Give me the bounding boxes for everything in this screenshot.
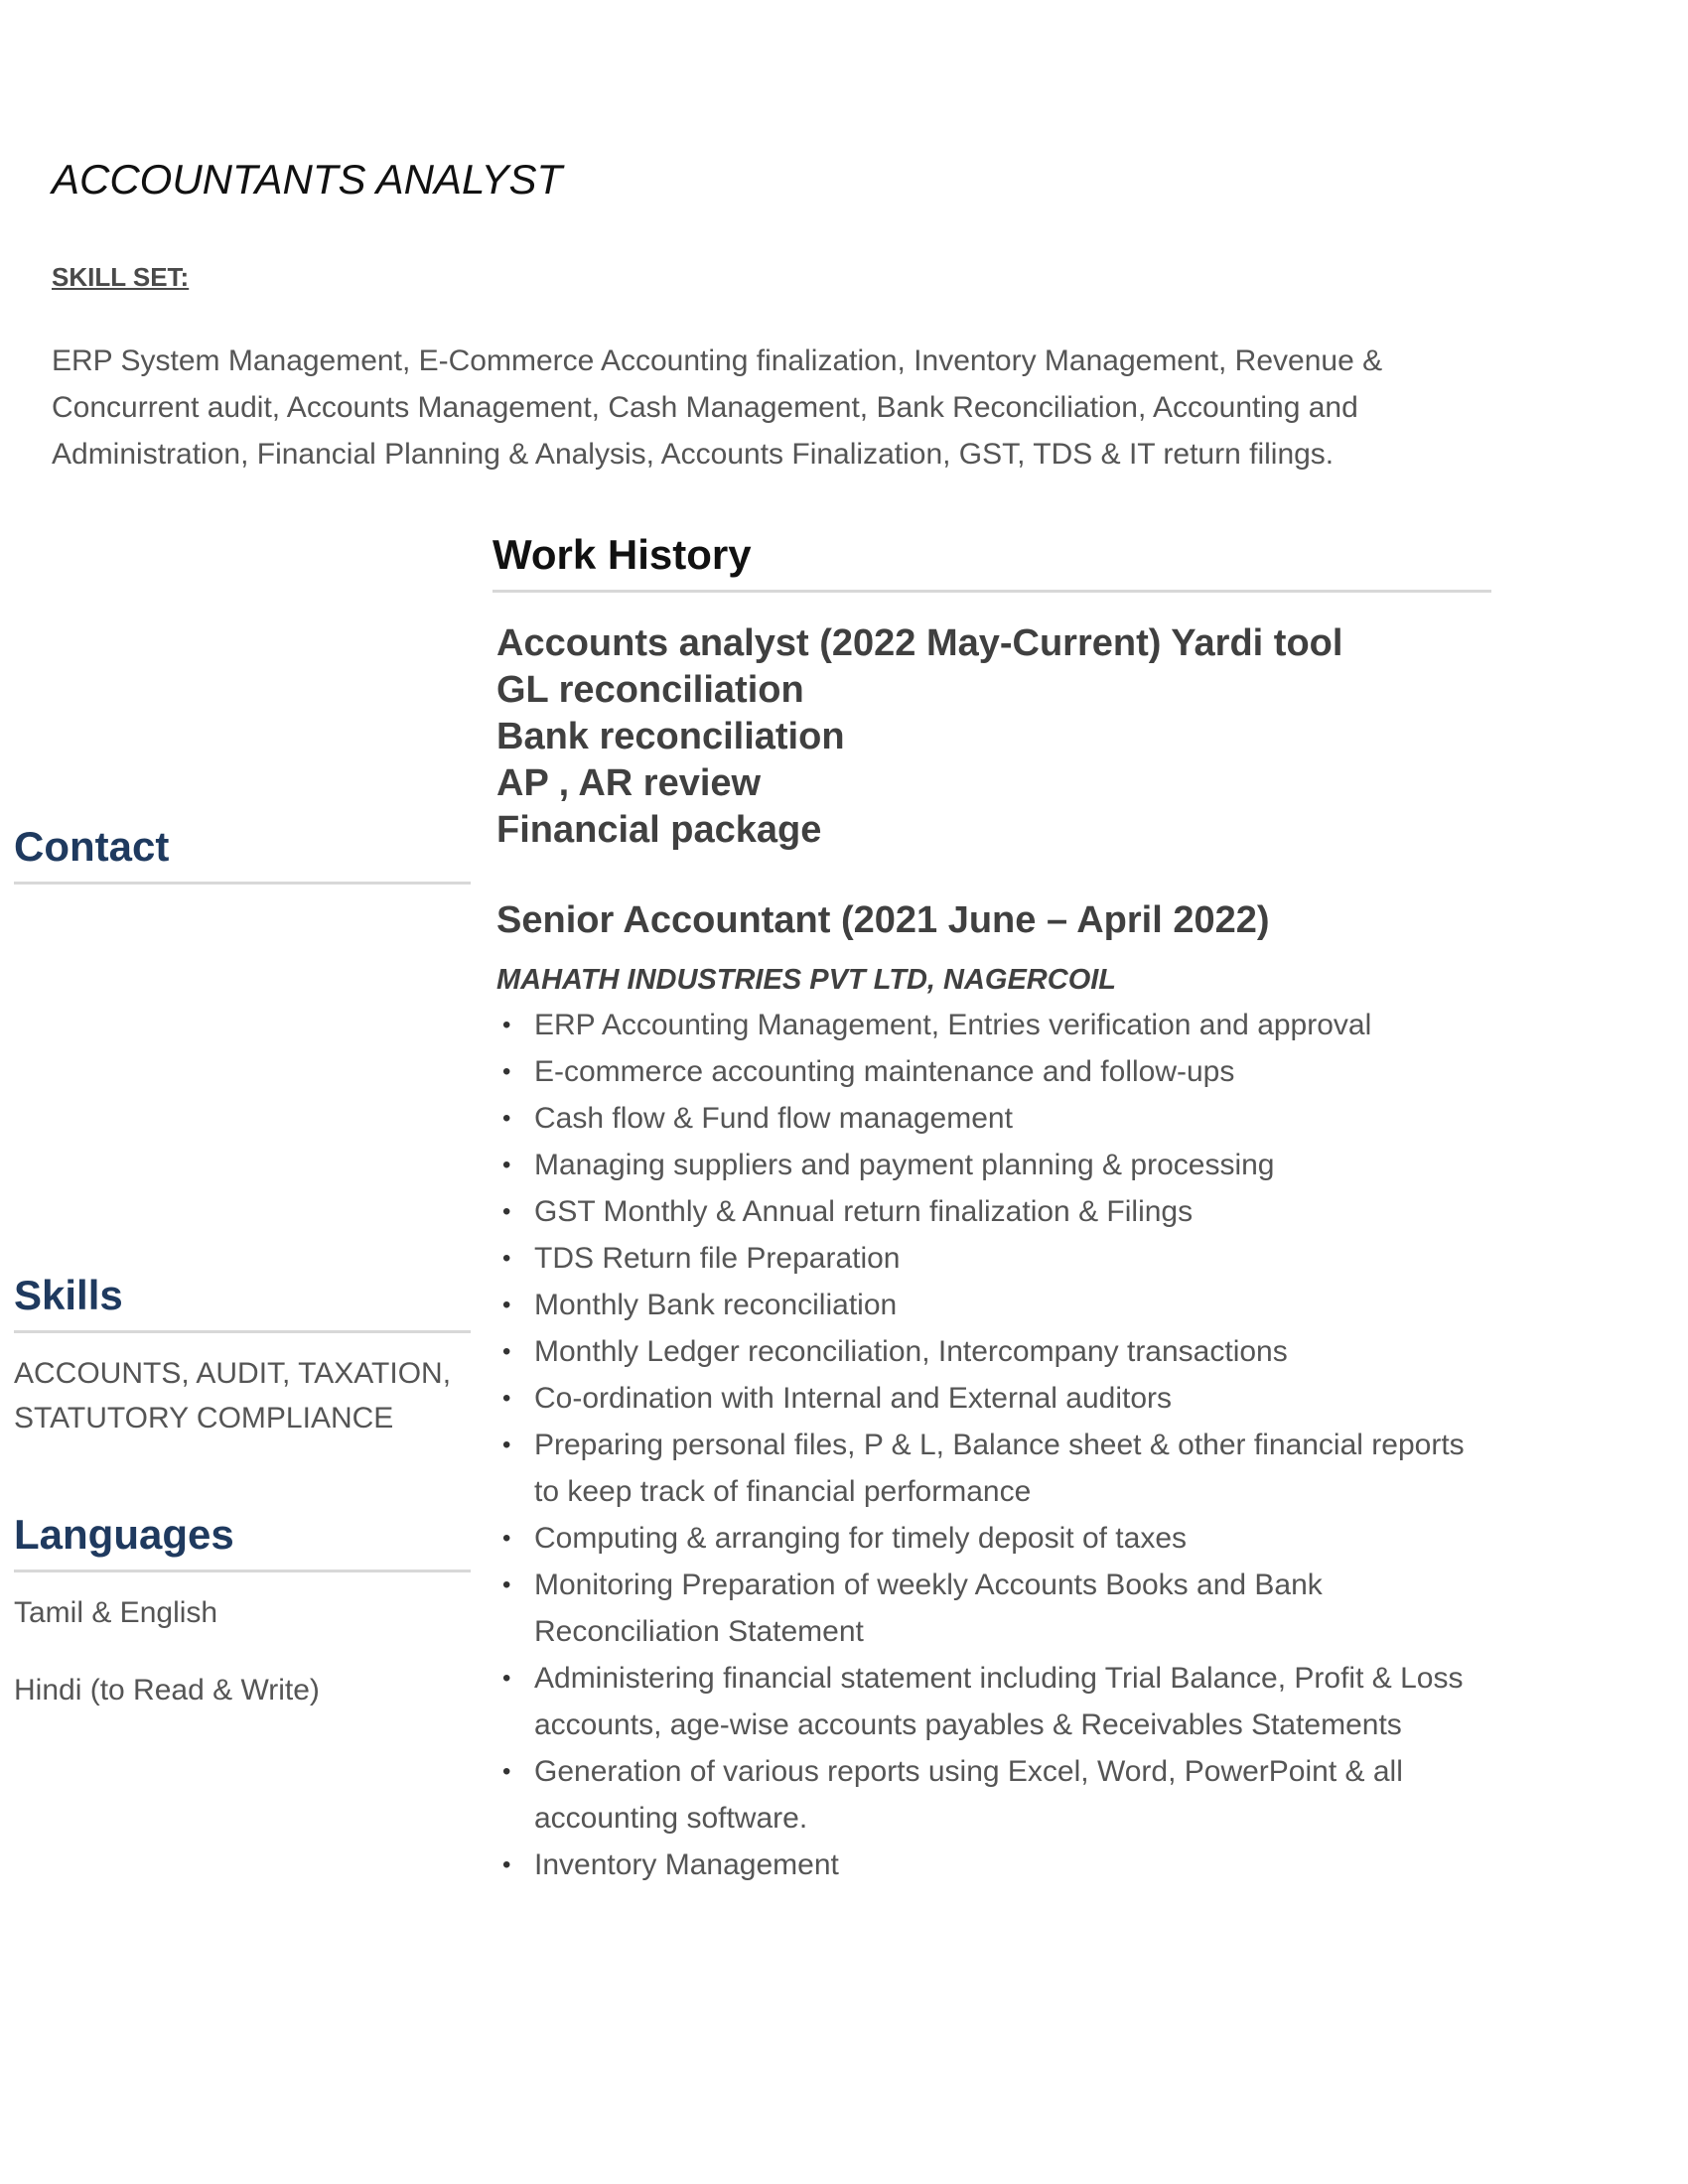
- duty-item: • Computing & arranging for timely deposit of taxes: [492, 1515, 1487, 1562]
- bullet-icon: •: [502, 1012, 511, 1039]
- duty-item: • Administering financial statement including Trial Balance, Profit & Loss accounts, age-wise accounts payables & Receivables Statements: [492, 1655, 1487, 1748]
- bullet-icon: •: [502, 1385, 511, 1413]
- languages-heading: Languages: [14, 1510, 471, 1572]
- skills-section: [14, 1271, 471, 1440]
- language-item: Hindi (to Read & Write): [14, 1674, 320, 1707]
- work-history-heading: Work History: [492, 530, 1491, 593]
- current-job-title: Accounts analyst (2022 May-Current) Yardi tool: [496, 622, 1343, 665]
- bullet-icon: •: [502, 1105, 511, 1133]
- company-name: MAHATH INDUSTRIES PVT LTD, NAGERCOIL: [496, 964, 1117, 997]
- current-job-line: Financial package: [496, 809, 822, 852]
- previous-job-title: Senior Accountant (2021 June – April 2022): [496, 899, 1270, 942]
- skills-heading: Skills: [14, 1271, 471, 1333]
- duty-item: • Managing suppliers and payment planning & processing: [492, 1142, 1487, 1188]
- languages-section: [14, 1510, 471, 1712]
- duty-item: • Co-ordination with Internal and External auditors: [492, 1375, 1487, 1422]
- bullet-icon: •: [502, 1665, 511, 1693]
- bullet-icon: •: [502, 1058, 511, 1086]
- skills-list: ACCOUNTS, AUDIT, TAXATION, STATUTORY COMPLIANCE: [14, 1357, 452, 1435]
- current-job-line: Bank reconciliation: [496, 716, 845, 758]
- bullet-icon: •: [502, 1338, 511, 1366]
- bullet-icon: •: [502, 1851, 511, 1879]
- duty-item: • Inventory Management: [492, 1842, 1487, 1888]
- bullet-icon: •: [502, 1198, 511, 1226]
- duty-item: • GST Monthly & Annual return finalization & Filings: [492, 1188, 1487, 1235]
- duty-item: • Cash flow & Fund flow management: [492, 1095, 1487, 1142]
- duty-item: • ERP Accounting Management, Entries verification and approval: [492, 1002, 1487, 1048]
- bullet-icon: •: [502, 1152, 511, 1179]
- duty-item: • Preparing personal files, P & L, Balance sheet & other financial reports to keep track of financial performance: [492, 1422, 1487, 1515]
- resume-title: ACCOUNTANTS ANALYST: [52, 156, 563, 203]
- current-job: [492, 620, 1491, 854]
- duty-item: • TDS Return file Preparation: [492, 1235, 1487, 1282]
- bullet-icon: •: [502, 1432, 511, 1459]
- language-item: Tamil & English: [14, 1596, 218, 1630]
- contact-heading: Contact: [14, 822, 471, 885]
- bullet-icon: •: [502, 1525, 511, 1553]
- skillset-heading: SKILL SET:: [52, 262, 190, 292]
- duties-list: [492, 1002, 1491, 1888]
- bullet-icon: •: [502, 1571, 511, 1599]
- skillset-summary: ERP System Management, E-Commerce Accounting finalization, Inventory Management, Revenue & Concurrent audit, Accounts Management, Cash Management, Bank Reconciliation, Accounting and Administration, Financial Planning & Analysis, Accounts Finalization, GST, TDS & IT return filings.: [52, 344, 1383, 471]
- duty-item: • Monthly Ledger reconciliation, Intercompany transactions: [492, 1328, 1487, 1375]
- duty-item: • Monthly Bank reconciliation: [492, 1282, 1487, 1328]
- duty-item: • Monitoring Preparation of weekly Accounts Books and Bank Reconciliation Statement: [492, 1562, 1487, 1655]
- bullet-icon: •: [502, 1292, 511, 1319]
- duty-item: • E-commerce accounting maintenance and follow-ups: [492, 1048, 1487, 1095]
- current-job-line: AP , AR review: [496, 762, 762, 805]
- contact-section: [14, 822, 471, 885]
- bullet-icon: •: [502, 1245, 511, 1273]
- work-history-section: [492, 530, 1491, 1888]
- duty-item: • Generation of various reports using Excel, Word, PowerPoint & all accounting software.: [492, 1748, 1487, 1842]
- bullet-icon: •: [502, 1758, 511, 1786]
- current-job-line: GL reconciliation: [496, 669, 804, 712]
